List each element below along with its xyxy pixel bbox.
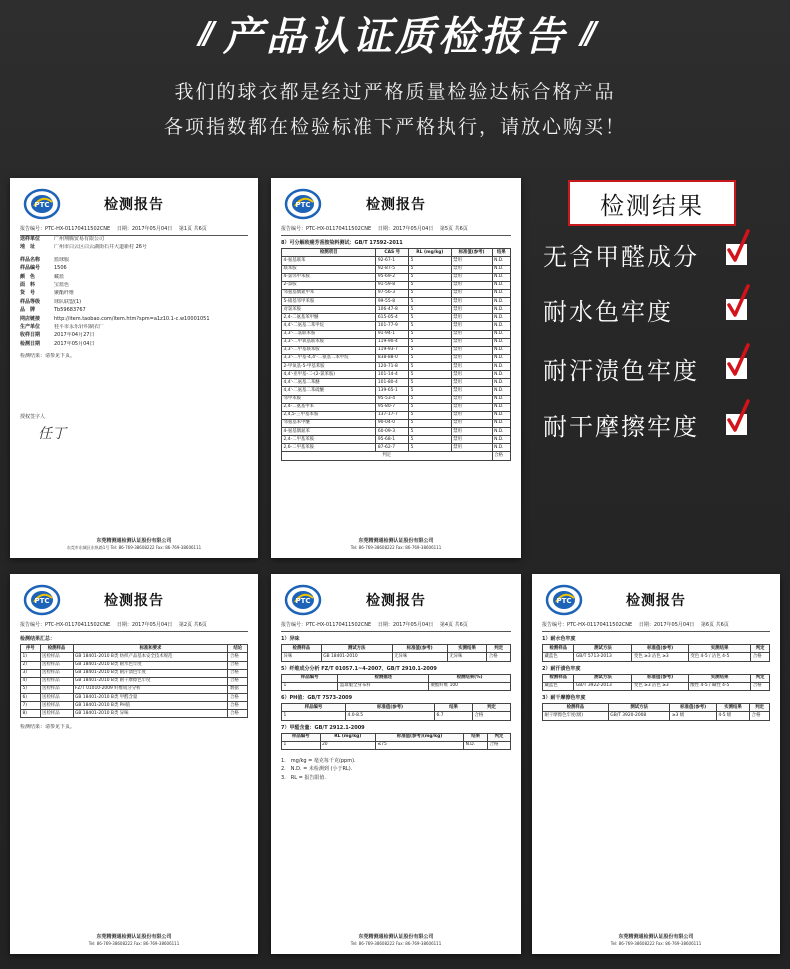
test-table (281, 644, 511, 661)
field-row: 送样单位 广州翔腾贸易有限公司 (20, 236, 105, 242)
report-meta: 报告编号：PTC-HX-01170411502CNE 日期：2017年05月04日 第6页 共6页 (542, 622, 770, 632)
intro-line-1: 我们的球衣都是经过严格质量检验达标合格产品 (174, 81, 616, 103)
svg-text:PTC: PTC (295, 597, 311, 605)
result-label: 无含甲醛成分 (543, 242, 699, 271)
page-title: 产品认证质检报告 (223, 13, 567, 60)
report-meta: 报告编号：PTC-HX-01170411502CNE 日期：2017年05月04日 第1页 共6页 (20, 226, 248, 236)
report-title: 检测报告 (366, 197, 426, 213)
test-table (542, 674, 770, 691)
result-item-formaldehyde (543, 234, 773, 274)
report-page-azo (271, 178, 521, 558)
table-row: 对氯苯胺 106-47-8 5 禁用 N.D. (282, 306, 511, 314)
report-page-number: 第2页 共6页 (178, 622, 207, 628)
azo-table (281, 248, 511, 460)
report-number: PTC-HX-01170411502CNE (45, 622, 111, 628)
table-row: 1 20 ≤75 N.D. 合格 (282, 741, 511, 749)
verdict-row: 判定 合格 (282, 452, 511, 460)
test-table (542, 703, 770, 720)
report-fields (20, 236, 248, 446)
section-title: 1）异味 (281, 636, 300, 642)
table-row: 8) 送检样品 GB 18401-2010 B类 异味 合格 (21, 710, 248, 718)
checkmark-icon (726, 358, 747, 379)
table-row: 邻氨基偶氮甲苯 97-56-3 5 禁用 N.D. (282, 289, 511, 297)
table-row: 2,4-二甲基苯胺 95-68-1 5 禁用 N.D. (282, 436, 511, 444)
report-meta: 报告编号：PTC-HX-01170411502CNE 日期：2017年05月04日 第5页 共6页 (281, 226, 511, 236)
test-table (281, 674, 511, 691)
table-row: 3,3'-二氯联苯胺 91-94-1 5 禁用 N.D. (282, 330, 511, 338)
table-row: 邻氨基苯甲醚 90-04-0 5 禁用 N.D. (282, 419, 511, 427)
report-body (20, 632, 248, 733)
summary-note: 检测结果：请参见下页。 (20, 724, 76, 731)
report-body (281, 236, 511, 461)
result-label: 耐汗渍色牢度 (543, 356, 699, 385)
report-date: 日期：2017年05月04日 (377, 226, 434, 232)
footer-address: Tel: 86-769-38608222 Fax: 86-769-38606111 (88, 940, 180, 946)
table-row: 2,4-二氨基苯甲醚 615-05-4 5 禁用 N.D. (282, 314, 511, 322)
table-row: 3,3'-二甲氧基联苯胺 119-90-4 5 禁用 N.D. (282, 338, 511, 346)
field-row: 地 址 广州市白云区白云湖街石井大道新村 26号 (20, 244, 147, 251)
table-row: 藏蓝色 GB/T 5713-2013 变色 ≥3 沾色 ≥3 变色 4-5 / 沾色 4-5 合格 (543, 653, 770, 661)
footer-company: 东莞精测通检测认证股份有限公司 (618, 933, 694, 940)
field-row: 网店链接 http://item.taobao.com/item.htm?spm=a1z10.1-c.w10001051 (20, 315, 210, 322)
table-row: 4,4'-二氨基二苯甲烷 101-77-9 5 禁用 N.D. (282, 322, 511, 330)
field-row: 品 牌 Tb59683767 (20, 307, 86, 314)
conclusion: 检测结果：请参见下页。 (20, 353, 76, 360)
table-row: 4-氨基偶氮苯 60-09-3 5 禁用 N.D. (282, 428, 511, 436)
table-row: 4,4'-二氨基二苯硫醚 139-65-1 5 禁用 N.D. (282, 387, 511, 395)
result-label: 耐干摩擦牢度 (543, 412, 699, 441)
report-page-number: 第5页 共6页 (439, 226, 468, 232)
section-title: 6）PH值：GB/T 7573-2009 (281, 695, 353, 701)
table-row: 邻甲苯胺 95-53-4 5 禁用 N.D. (282, 395, 511, 403)
summary-table (20, 644, 248, 718)
report-date: 日期：2017年05月04日 (116, 622, 173, 628)
footer-company: 东莞精测通检测认证股份有限公司 (96, 933, 172, 940)
field-row: 样品等级 球队联盟(1) (20, 298, 82, 305)
report-page-number: 第1页 共6页 (178, 226, 207, 232)
result-label: 耐水色牢度 (543, 297, 673, 326)
section-title: 5）纤维成分分析 FZ/T 01057.1~4-2007、GB/T 2910.1-2009 (281, 665, 437, 672)
test-table (281, 703, 511, 720)
field-row: 面 料 宝蓝色 (20, 282, 70, 289)
report-body (281, 632, 511, 783)
table-header-row: 样品编号 RL (mg/kg) 标准值(参考)(mg/kg) 结果 判定 (282, 733, 511, 741)
report-footer (281, 931, 511, 946)
section-title: 2）耐汗渍色牢度 (542, 665, 581, 672)
footer-company: 东莞精测通检测认证股份有限公司 (358, 933, 434, 940)
report-page-number: 第4页 共6页 (439, 622, 468, 628)
table-row: 4-氨基联苯 92-67-1 5 禁用 N.D. (282, 257, 511, 265)
footnote: 3. RL = 报告限值. (281, 774, 326, 781)
signature-block (20, 414, 248, 444)
report-page-summary (10, 574, 258, 954)
report-number: PTC-HX-01170411502CNE (306, 226, 372, 232)
test-table (281, 733, 511, 750)
results-heading: 检测结果 (600, 191, 704, 220)
field-row: 收样日期 2017年04月27日 (20, 332, 95, 339)
table-row: 异味 GB 18401-2010 无异味 无异味 合格 (282, 653, 511, 661)
checkmark-icon (726, 244, 747, 265)
table-header-row: 检测样品 测试方法 标准值(参考) 实测结果 判定 (543, 645, 770, 653)
section-title: 1）耐水色牢度 (542, 636, 576, 642)
result-item-dry-rubbing-fastness (543, 404, 773, 444)
report-date: 日期：2017年05月04日 (116, 226, 173, 232)
table-row: 1 4.0-8.5 6.7 合格 (282, 712, 511, 720)
report-title: 检测报告 (626, 593, 686, 609)
report-footer (281, 535, 511, 550)
footer-address: Tel: 86-769-38608222 Fax: 86-769-38606111 (350, 544, 442, 550)
report-page-color-fastness (532, 574, 780, 954)
table-header-row: 检测样品 测试方法 标准值(参考) 实测结果 判定 (543, 674, 770, 682)
report-number: PTC-HX-01170411502CNE (567, 622, 633, 628)
table-row: 2,4-二氨基甲苯 95-80-7 5 禁用 N.D. (282, 403, 511, 411)
field-row: 生产单位 桂平市永乐针织制衣厂 (20, 323, 105, 330)
table-row: 6) 送检样品 GB 18401-2010 B类 甲醛含量 合格 (21, 694, 248, 702)
approver-label: 授权签字人 (20, 414, 46, 421)
report-meta: 报告编号：PTC-HX-01170411502CNE 日期：2017年05月04日 第2页 共6页 (20, 622, 248, 632)
table-row: 3,3'-二甲基联苯胺 119-93-7 5 禁用 N.D. (282, 346, 511, 354)
table-row: 1 篮球服全身布料 聚酯纤维 100 (282, 682, 511, 690)
table-row: 3,3'-二甲基-4,4'-二氨基二苯甲烷 838-88-0 5 禁用 N.D. (282, 354, 511, 362)
table-row: 2,6-二甲基苯胺 87-62-7 5 禁用 N.D. (282, 444, 511, 452)
field-row: 颜 色 藏蓝 (20, 273, 65, 280)
footer-address: Tel: 86-769-38608222 Fax: 86-769-38606111 (610, 940, 702, 946)
result-item-perspiration-fastness (543, 348, 773, 388)
footer-address: 东莞市东城区东纵路1号 Tel: 86-769-38608222 Fax: 86-769-38606111 (66, 544, 202, 550)
table-row: 耐干摩擦色牢度(级) GB/T 3920-2008 ≥3 级 4-5 级 合格 (543, 712, 770, 720)
report-page-number: 第6页 共6页 (700, 622, 729, 628)
results-heading-box (568, 180, 736, 226)
table-header-row: 样品编号 标准值(参考) 结果 判定 (282, 704, 511, 712)
footnote: 1. mg/kg = 毫克每千克(ppm). (281, 758, 356, 764)
report-footer (20, 931, 248, 946)
report-meta: 报告编号：PTC-HX-01170411502CNE 日期：2017年05月04日 第4页 共6页 (281, 622, 511, 632)
footer-address: Tel: 86-769-38608222 Fax: 86-769-38606111 (350, 940, 442, 946)
report-footer (542, 931, 770, 946)
table-row: 4,4'-亚甲基-二-(2-氯苯胺) 101-14-4 5 禁用 N.D. (282, 371, 511, 379)
table-row: 2-萘胺 91-59-8 5 禁用 N.D. (282, 281, 511, 289)
report-footer (20, 535, 248, 550)
report-date: 日期：2017年05月04日 (377, 622, 434, 628)
report-title: 检测报告 (366, 593, 426, 609)
table-row: 4) 送检样品 GB 18401-2010 B类 耐干摩擦色牢度 合格 (21, 677, 248, 685)
section-title: 检测结果汇总： (20, 636, 56, 642)
table-row: 5) 送检样品 FZ/T 01010-2009 纤维成分分析 数据 (21, 685, 248, 693)
footer-company: 东莞精测通检测认证股份有限公司 (358, 537, 434, 544)
report-page-cover (10, 178, 258, 558)
report-title: 检测报告 (104, 593, 164, 609)
table-row: 2) 送检样品 GB 18401-2010 B类 耐水色牢度 合格 (21, 661, 248, 669)
report-date: 日期：2017年05月04日 (638, 622, 695, 628)
field-row: 检测日期 2017年05月04日 (20, 340, 95, 347)
field-row: 样品编号 1506 (20, 265, 67, 272)
svg-text:PTC: PTC (295, 201, 311, 209)
section-title: 7）甲醛含量：GB/T 2912.1-2009 (281, 724, 365, 731)
section-title: 8）可分解致癌芳香胺染料测试：GB/T 17592-2011 (281, 240, 403, 246)
checkmark-icon (726, 299, 747, 320)
table-row: 1) 送检样品 GB 18401-2010 B类 纺织产品基本安全技术规范 合格 (21, 653, 248, 661)
report-page-misc-tests (271, 574, 521, 954)
table-row: 4,4'-二氨基二苯醚 101-80-4 5 禁用 N.D. (282, 379, 511, 387)
header-title-row (0, 6, 790, 60)
test-table (542, 644, 770, 661)
table-header-row: 检测项目 CAS 号 RL (mg/kg) 标准值(参考) 结果 (282, 249, 511, 257)
signature: 任丁 (38, 425, 66, 442)
table-row: 2-甲氧基-5-甲基苯胺 120-71-8 5 禁用 N.D. (282, 363, 511, 371)
result-item-water-fastness (543, 289, 773, 329)
field-row: 样品名称 篮球服 (20, 257, 70, 264)
table-row: 4-氯邻甲苯胺 95-69-2 5 禁用 N.D. (282, 273, 511, 281)
footer-company: 东莞精测通检测认证股份有限公司 (96, 537, 172, 544)
table-row: 3) 送检样品 GB 18401-2010 B类 耐汗渍色牢度 合格 (21, 669, 248, 677)
field-row: 货 号 聚酯纤维 (20, 290, 75, 297)
title-slash-left: // (199, 15, 209, 51)
report-number: PTC-HX-01170411502CNE (45, 226, 111, 232)
table-header-row: 检测样品 测试方法 标准值(参考) 实测结果 判定 (543, 704, 770, 712)
table-row: 联苯胺 92-87-5 5 禁用 N.D. (282, 265, 511, 273)
table-row: 藏蓝色 GB/T 3922-2013 变色 ≥3 沾色 ≥3 酸性 4-5 / 碱性 4-5 合格 (543, 682, 770, 690)
svg-text:PTC: PTC (34, 597, 50, 605)
table-row: 7) 送检样品 GB 18401-2010 B类 PH值 合格 (21, 702, 248, 710)
title-slash-right: // (581, 15, 591, 51)
intro-line-2: 各项指数都在检验标准下严格执行，请放心购买！ (163, 116, 626, 138)
table-row: 2,4,5-三甲基苯胺 137-17-7 5 禁用 N.D. (282, 411, 511, 419)
table-header-row: 样品编号 检测描述 检测结果(%) (282, 674, 511, 682)
footnote: 2. N.D. = 未检测到 (小于RL). (281, 766, 353, 773)
report-body (542, 632, 770, 721)
table-header-row: 序号 检测样品 标准和要求 结论 (21, 645, 248, 653)
svg-text:PTC: PTC (34, 201, 50, 209)
svg-text:PTC: PTC (556, 597, 572, 605)
report-number: PTC-HX-01170411502CNE (306, 622, 372, 628)
report-title: 检测报告 (104, 197, 164, 213)
section-title: 3）耐干摩擦色牢度 (542, 695, 586, 701)
table-header-row: 检测样品 测试方法 标准值(参考) 实测结果 判定 (282, 645, 511, 653)
table-row: 5-硝基邻甲苯胺 99-55-8 5 禁用 N.D. (282, 298, 511, 306)
checkmark-icon (726, 414, 747, 435)
